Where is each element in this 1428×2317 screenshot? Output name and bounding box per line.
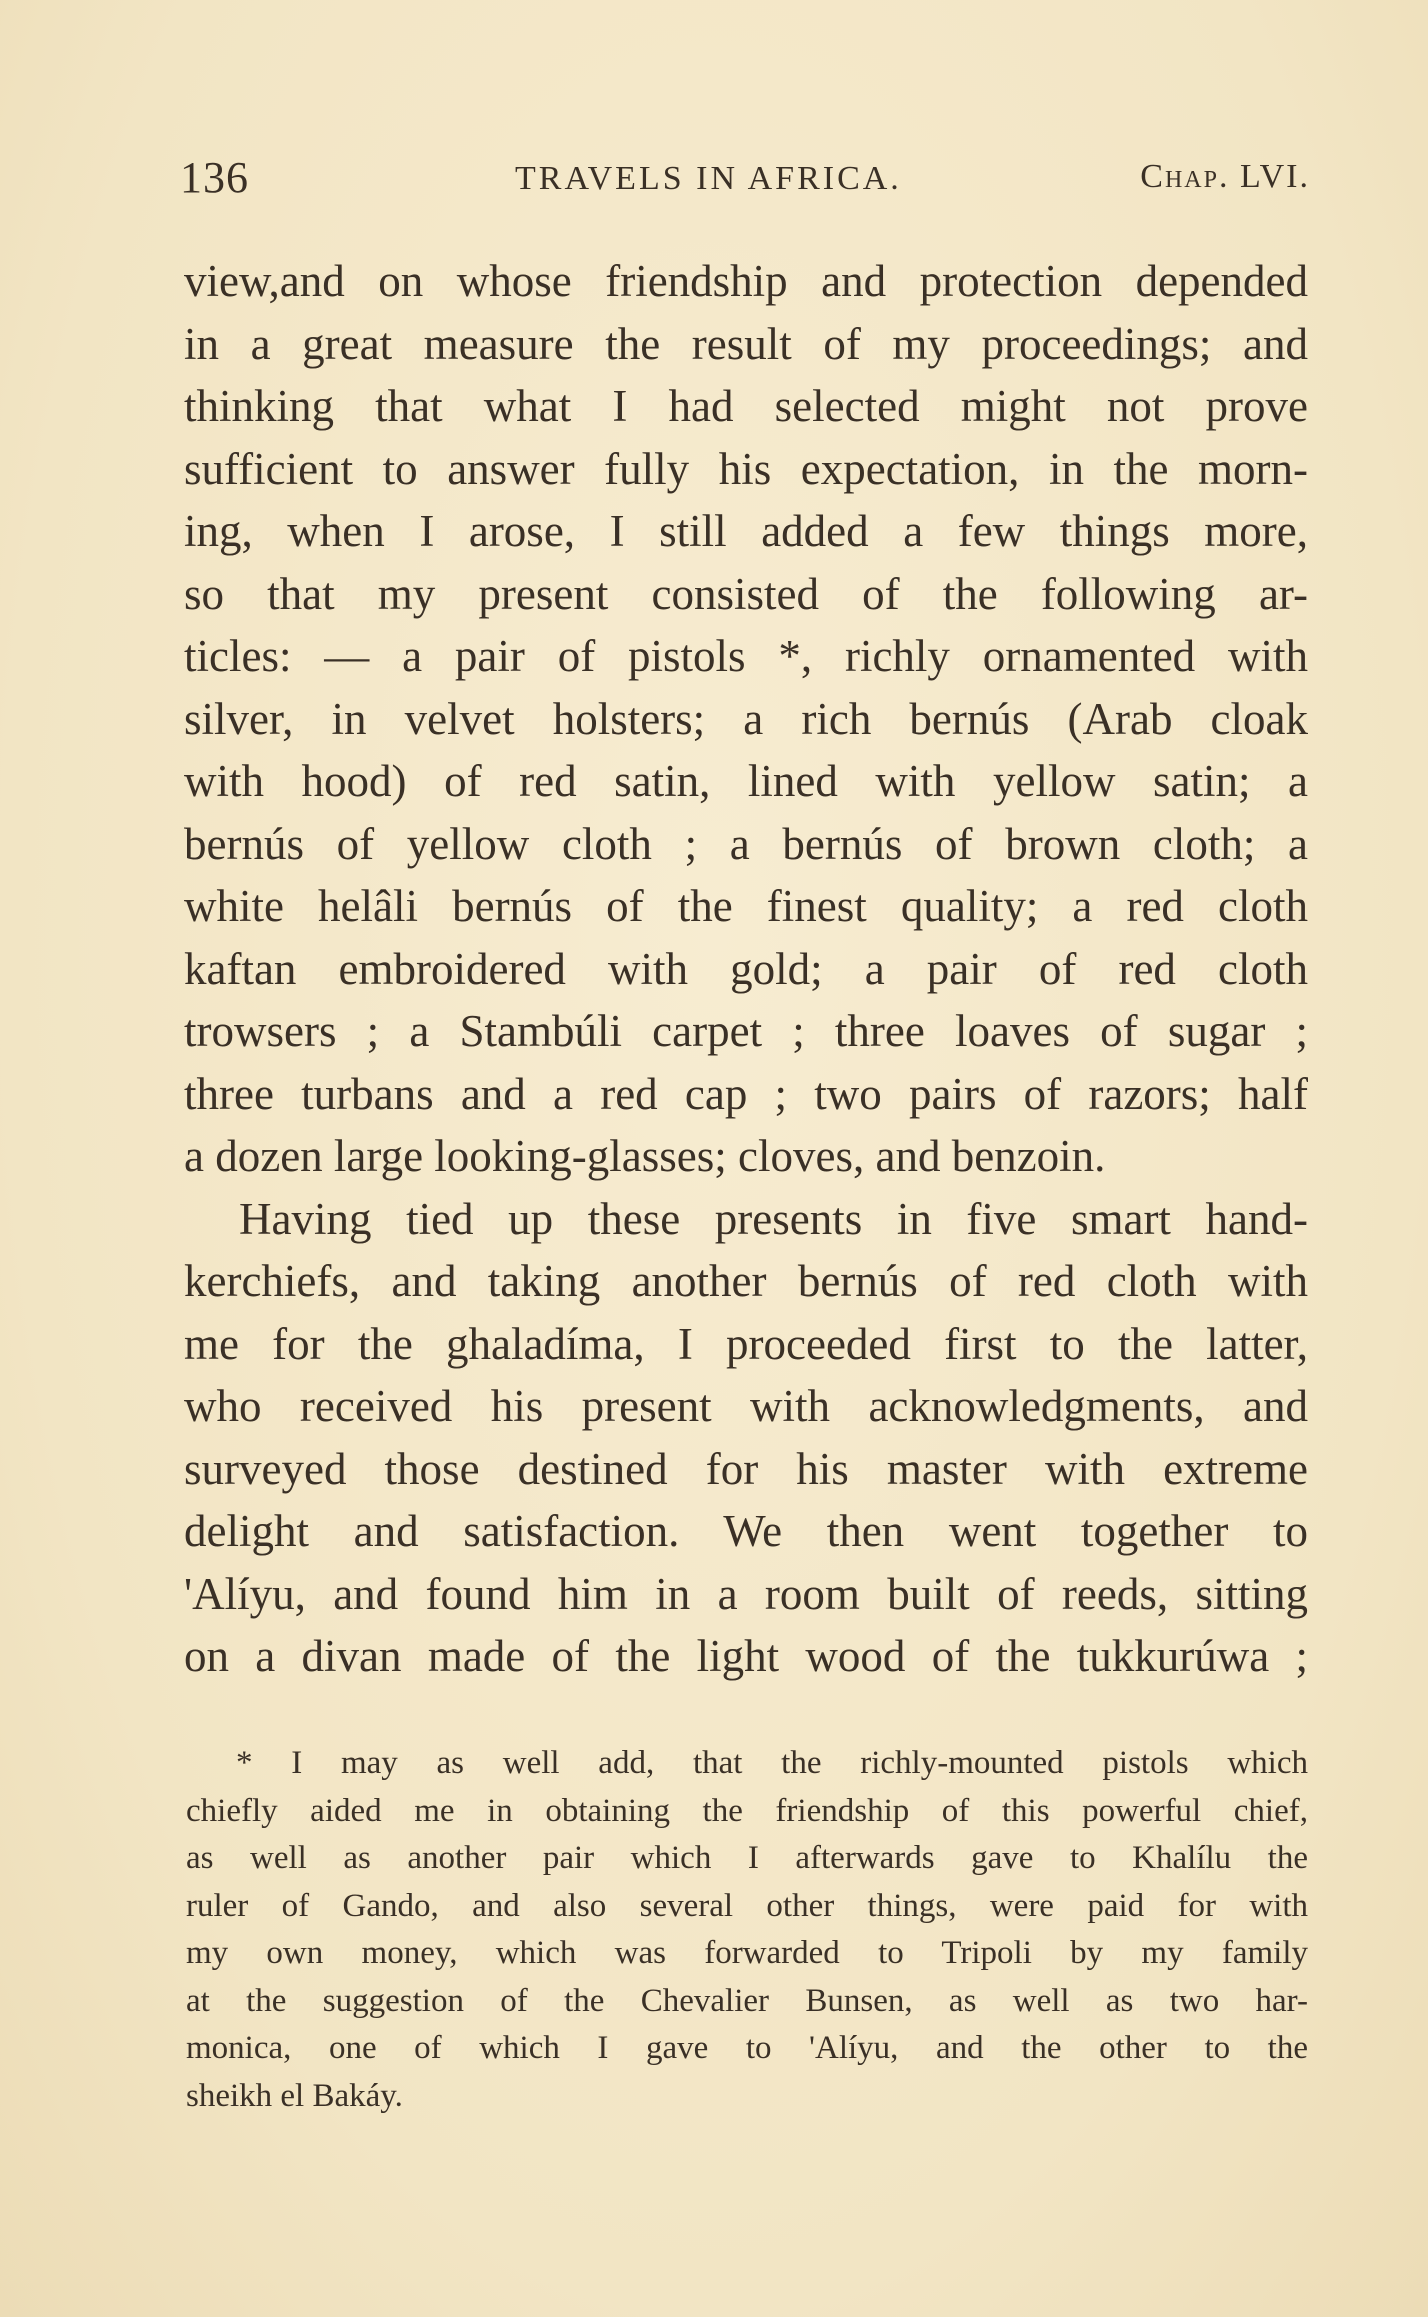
body-line: so that my present consisted of the following ar-: [184, 568, 1308, 619]
body-line: silver, in velvet holsters; a rich bernús (Arab cloak: [184, 693, 1308, 744]
footnote-line: at the suggestion of the Chevalier Bunsen, as well as two har-: [186, 1982, 1308, 2019]
footnote-line: chiefly aided me in obtaining the friendship of this powerful chief,: [186, 1792, 1308, 1829]
body-line: me for the ghaladíma, I proceeded first to the latter,: [184, 1318, 1308, 1369]
footnote-line: monica, one of which I gave to 'Alíyu, and the other to the: [186, 2030, 1308, 2066]
footnote-line: ruler of Gando, and also several other things, were paid for with: [186, 1887, 1308, 1924]
body-line: who received his present with acknowledgments, and: [184, 1381, 1308, 1431]
page-number: 136: [180, 153, 249, 202]
body-line: view,and on whose friendship and protection depended: [184, 256, 1308, 306]
running-title: TRAVELS IN AFRICA.: [515, 160, 902, 197]
body-line: thinking that what I had selected might not prove: [184, 381, 1308, 431]
body-line: surveyed those destined for his master with extreme: [184, 1443, 1308, 1494]
body-line: three turbans and a red cap ; two pairs of razors; half: [184, 1068, 1308, 1119]
footnote-line: sheikh el Bakáy.: [186, 2077, 403, 2114]
body-line: sufficient to answer fully his expectation, in the morn-: [184, 443, 1308, 494]
body-line: 'Alíyu, and found him in a room built of reeds, sitting: [184, 1568, 1308, 1619]
body-line: white helâli bernús of the finest quality; a red cloth: [184, 881, 1308, 931]
body-line: bernús of yellow cloth ; a bernús of brown cloth; a: [184, 818, 1308, 869]
body-line: ing, when I arose, I still added a few things more,: [184, 506, 1308, 556]
body-line: kerchiefs, and taking another bernús of red cloth with: [184, 1256, 1308, 1306]
body-line: on a divan made of the light wood of the tukkurúwa ;: [184, 1631, 1308, 1681]
footnote-line: * I may as well add, that the richly-mounted pistols which: [236, 1745, 1308, 1781]
body-line: Having tied up these presents in five smart hand-: [239, 1193, 1308, 1244]
body-line: a dozen large looking-glasses; cloves, and benzoin.: [184, 1131, 1106, 1181]
body-line: with hood) of red satin, lined with yellow satin; a: [184, 756, 1308, 806]
page-header: [180, 152, 1310, 212]
body-text: [184, 250, 1308, 1688]
footnote-line: as well as another pair which I afterwards gave to Khalílu the: [186, 1840, 1308, 1876]
body-line: trowsers ; a Stambúli carpet ; three loaves of sugar ;: [184, 1006, 1308, 1056]
body-line: delight and satisfaction. We then went together to: [184, 1506, 1308, 1556]
chapter-label: Chap. LVI.: [1140, 158, 1310, 195]
body-line: ticles: — a pair of pistols *, richly ornamented with: [184, 631, 1308, 681]
body-line: kaftan embroidered with gold; a pair of red cloth: [184, 943, 1308, 994]
body-line: in a great measure the result of my proceedings; and: [184, 318, 1308, 369]
footnote-line: my own money, which was forwarded to Tripoli by my family: [186, 1935, 1308, 1971]
footnote: [186, 1740, 1308, 2120]
